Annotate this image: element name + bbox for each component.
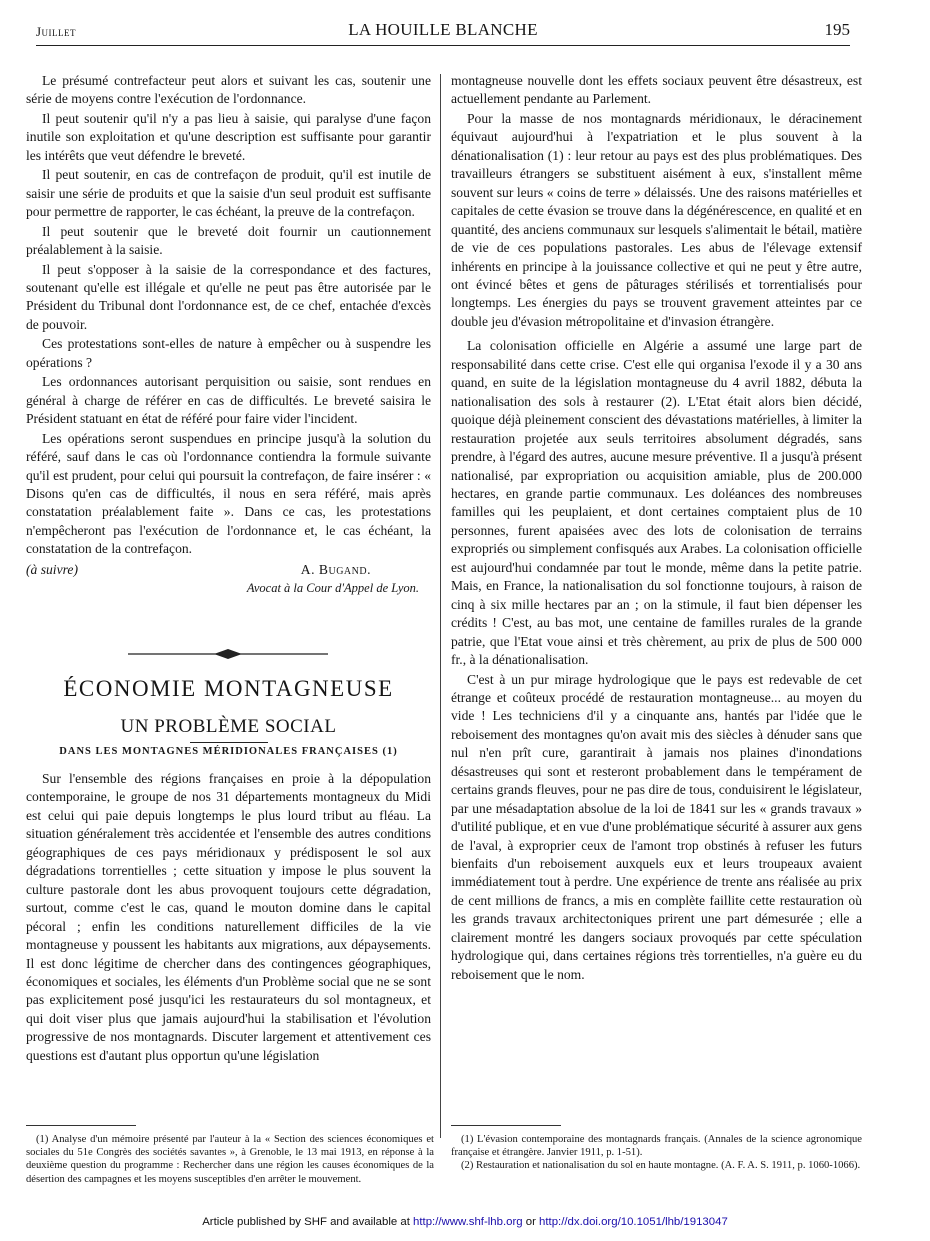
header-journal-title: LA HOUILLE BLANCHE	[348, 20, 538, 39]
footnotes-right	[451, 1133, 862, 1173]
footnote: (2) Restauration et nationalisation du sol en haute montagne. (A. F. A. S. 1911, p. 1060-1066).	[461, 1160, 861, 1172]
footnote: (1) L'évasion contemporaine des montagnards français. (Annales de la science agronomique française et étrangère. Janvier 1911, p. 1-51).	[451, 1134, 862, 1159]
header-rule	[36, 45, 850, 46]
footnote: (1) Analyse d'un mémoire présenté par l'auteur à la « Section des sciences économiques et sociales du 51e Congrès des sociétés savantes », à Grenoble, le 13 mai 1913, en réponse à la deuxième question du programme : Rechercher dans une région les causes économiques de la désertion des campagnes et les moyens susceptibles d'en arrêter le mouvement.	[26, 1134, 434, 1185]
footnote-rule	[26, 1125, 136, 1126]
to-be-continued: (à suivre)	[26, 561, 78, 577]
ornament-divider	[128, 648, 328, 660]
paragraph: Il peut soutenir que le breveté doit fournir un cautionnement préalablement à la saisie.	[26, 223, 431, 258]
publication-footer	[0, 1216, 930, 1228]
signature-block	[26, 561, 431, 598]
footer-link-doi[interactable]: http://dx.doi.org/10.1051/lhb/1913047	[539, 1216, 728, 1228]
paragraph: La colonisation officielle en Algérie a assumé une large part de responsabilité dans cette crise. C'est elle qui organisa l'exode il y a 30 ans quand, en suite de la législation montagneuse du 4 avril 1882, débuta la nationalisation des sols à restaurer (2). L'Etat était alors bien décidé, quoique déjà pleinement conscient des dévastations matérielles, à limiter la restauration projetée aux seuls territoires absolument dégradés, sans prendre, à l'égard des autres, aucune mesure préventive. Il a jusqu'à présent nationalisé, par expropriation ou acquisition amiable, plus de 200.000 hectares, en grande partie communaux. Les doléances des nombreuses familles qui les peuplaient, et dont certaines comptaient plus de 10 personnes, furent apaisées avec des lots de colonisation de terrains expropriés ou simplement confisqués aux Arabes. La colonisation officielle est aujourd'hui condamnée par tout le monde, même dans la petite patrie. Mais, en France, la nationalisation du sol fonctionne toujours, à raison de cinq à six mille hectares par an ; on la stimule, il faut bien dépenser les crédits ! C'est, au bas mot, une centaine de familles rurales de la grande patrie, que l'Etat voue ainsi et très chèrement, au prix de plus de 500 000 fr., à la dénationalisation.	[451, 338, 862, 668]
footer-middle: or	[522, 1216, 540, 1228]
right-column	[451, 72, 862, 984]
paragraph: Le présumé contrefacteur peut alors et suivant les cas, soutenir une série de moyens contre l'exécution de l'ordonnance.	[26, 73, 431, 107]
section-heading: ÉCONOMIE MONTAGNEUSE	[63, 676, 394, 701]
column-divider	[440, 74, 441, 1138]
title-rule	[190, 742, 268, 743]
paragraph: Pour la masse de nos montagnards méridionaux, le déracinement équivaut aujourd'hui à l'expatriation et le plus souvent à la dénationalisation (1) : leur retour au pays est des plus problématiques. Des travailleurs étrangers se substituent aisément à eux, s'installent même souvent sur leurs « coins de terre » délaissés. Une des raisons matérielles et capitales de cette évasion se trouve dans la dégénérescence, en qualité et en quantité, des anciens communaux sur lesquels s'alimentait le bétail, matière de vie de ces populations pastorales. Les abus de l'élevage extensif inhérents en principe à la jouissance collective et qui ne peut y être autre, ont évincé bêtes et gens de pâturages stérilisés et torrentialisés pour longtemps. Les énergies du pays se trouvent gravement atteintes par ce double jeu d'évasion métropolitaine et d'invasion étrangère.	[451, 110, 862, 329]
paragraph: Il peut s'opposer à la saisie de la correspondance et des factures, soutenant qu'elle est illégale et qu'elle ne peut pas être autorisée par le Président du Tribunal dont l'ordonnance est, de ce chef, entachée d'excès de pouvoir.	[26, 261, 431, 332]
author-name: A. Bugand.	[300, 561, 371, 577]
author-title: Avocat à la Cour d'Appel de Lyon.	[246, 581, 419, 596]
header-month: Juillet	[36, 24, 77, 39]
paragraph: Sur l'ensemble des régions françaises en proie à la dépopulation contemporaine, le groupe de nos 31 départements montagneux du Midi est celui qui paie depuis longtemps le plus lourd tribut au fléau. La situation généralement très accidentée et l'ensemble des autres conditions géographiques de ces pays méridionaux y prédisposent le sol aux dégradations torrentielles ; cette situation y impose le plus souvent la culture pastorale dont les abus provoquent toujours cette dégradation, surtout, comme c'est le cas, quand le mouton domine dans le capital pécoral ; enfin les conditions naturellement difficiles de la vie montagneuse y poussent les habitants aux migrations, aux dépaysements. Il est donc légitime de chercher dans des contingences géographiques, économiques et sociales, les éléments d'un Problème social que ne se sont pas explicitement posé jusqu'ici les restaurateurs du sol montagneux, et qui doit viser plus que jamais aujourd'hui la stabilisation et l'évolution progressive de nos montagnards. Discuter largement et attentivement ces questions est d'autant plus opportun qu'une législation	[26, 771, 431, 1063]
paragraph: Il peut soutenir qu'il n'y a pas lieu à saisie, qui paralyse d'une façon inutile son exploitation et qu'une description est suffisante pour garantir les intérêts que veut défendre le breveté.	[26, 110, 431, 163]
running-header	[36, 18, 850, 42]
footer-link-shf[interactable]: http://www.shf-lhb.org	[413, 1216, 523, 1228]
left-column	[26, 72, 431, 598]
paragraph: Ces protestations sont-elles de nature à empêcher ou à suspendre les opérations ?	[26, 336, 431, 370]
paragraph: C'est à un pur mirage hydrologique que le pays est redevable de cet étrange et coûteux procédé de restauration montagneuse... au moyen du vide ! Les techniciens d'il y a cinquante ans, hantés par l'idée que le reboisement des montagnes qu'on avait mis des siècles à dénuder sans que nul n'en prît cure, garantirait à jamais nos plaines d'inondations désastreuses qui sont et resteront probablement dans le tempérament de certains grands fleuves, pour ne pas dire de tous, conduisirent le législateur, par une mésadaptation absolue de la loi de 1841 sur les « grands travaux » d'utilité publique, et en vue d'une problématique sécurité à assurer aux gens de l'aval, à exproprier ceux de l'amont trop obstinés à refuser les futurs bienfaits d'un reboisement auxquels eux et leurs troupeaux avaient immédiatement tout à perdre. Une expérience de trente ans réalisée au prix de cent millions de francs, a mis en complète faillite cette restauration où les grands travaux architectoniques prirent une part démesurée ; elle a clairement montré les dangers sociaux provoqués par cette spéculation hydrologique qui, dans certaines régions très torrentielles, n'a guère eu du reboisement que le nom.	[451, 671, 862, 982]
paragraph: Les ordonnances autorisant perquisition ou saisie, sont rendues en général à charge de référer en cas de difficultés. Le breveté saisira le Président statuant en état de référé pour faire vider l'incident.	[26, 374, 431, 427]
footnote-rule	[451, 1125, 561, 1126]
paragraph: montagneuse nouvelle dont les effets sociaux peuvent être désastreux, est actuellement pendante au Parlement.	[451, 73, 862, 107]
header-page-number: 195	[824, 20, 850, 39]
footnotes-left	[26, 1133, 434, 1186]
article-title: UN PROBLÈME SOCIAL	[120, 716, 337, 737]
article-left-column	[26, 770, 431, 1065]
footer-prefix: Article published by SHF and available at	[202, 1216, 414, 1228]
paragraph: Les opérations seront suspendues en principe jusqu'à la solution du référé, sauf dans le cas où l'ordonnance contiendra la formule suivante qu'il est prudent, pour celui qui poursuit la contrefaçon, de faire insérer : « Disons qu'en cas de difficultés, il nous en sera référé, mais après constatation préalablement faite ». Dans ce cas, les protestations n'empêcheront pas l'exécution de l'ordonnance et, le cas échéant, la constatation de la contrefaçon.	[26, 430, 431, 557]
paragraph: Il peut soutenir, en cas de contrefaçon de produit, qu'il est inutile de saisir une série de produits et que la saisie d'un seul produit est suffisante pour permettre de rapporter, le cas échéant, la preuve de la contrefaçon.	[26, 167, 431, 220]
article-subtitle: DANS LES MONTAGNES MÉRIDIONALES FRANÇAISES (1)	[59, 746, 398, 757]
